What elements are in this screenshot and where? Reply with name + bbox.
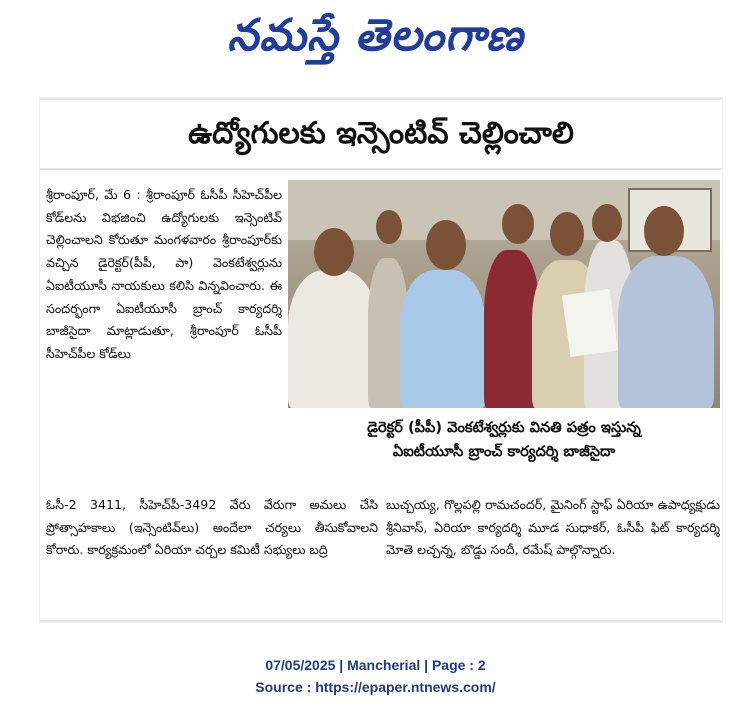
news-clipping bbox=[40, 98, 722, 622]
photo-person-head bbox=[376, 210, 402, 244]
caption-line-1: డైరెక్టర్ (పీపీ) వెంకటేశ్వర్లుకు వినతి పత్రం ఇస్తున్న bbox=[367, 419, 641, 436]
article-body-bottom-right: బుచ్చయ్య, గొల్లపల్లి రామచందర్, మైనింగ్ స్టాఫ్ ఏరియా ఉపాధ్యక్షుడు శ్రీనివాస్, ఏరియా కార్యదర్శి మూడ సుధాకర్, ఓసీపీ ఫిట్ కార్యదర్శి మోతె లచ్చన్న, బొడ్డు సందీ, రమేష్ పాల్గొన్నారు. bbox=[386, 497, 720, 558]
photo-person-head bbox=[592, 204, 622, 242]
photo-person bbox=[288, 270, 378, 408]
top-rule bbox=[40, 98, 722, 100]
footer-source: Source : https://epaper.ntnews.com/ bbox=[255, 679, 496, 695]
photo-person-head bbox=[426, 220, 466, 270]
photo-person-head bbox=[550, 212, 584, 256]
footer-date-page: 07/05/2025 | Mancherial | Page : 2 bbox=[265, 657, 486, 673]
article-body-bottom-left: ఓసీ-2 3411, సీహెచ్‌పీ-3492 వేరు వేరుగా అమలు చేసి ప్రోత్సాహకాలు (ఇన్సెంటివ్‌లు) అందేలా చర్యలు తీసుకోవాలని కోరారు. కార్యక్రమంలో ఏరియా చర్చల కమిటీ సభ్యులు బద్రి bbox=[46, 497, 378, 558]
clipping-footer bbox=[0, 654, 751, 698]
photo-person-head bbox=[502, 204, 534, 244]
masthead-logo: నమస్తే తెలంగాణ bbox=[227, 10, 524, 61]
photo-caption bbox=[288, 416, 720, 464]
article-headline: ఉద్యోగులకు ఇన్సెంటివ్ చెల్లించాలి bbox=[188, 116, 574, 151]
photo-person bbox=[618, 256, 714, 408]
photo-person-head bbox=[314, 228, 354, 276]
caption-line-2: ఏఐటీయూసీ బ్రాంచ్ కార్యదర్శి బాజీసైదా bbox=[392, 443, 616, 460]
article-body-left: శ్రీరాంపూర్, మే 6 : శ్రీరాంపూర్ ఓసీపీ సీహెచ్‌పీల కోడ్‌లను విభజించి ఉద్యోగులకు ఇన్సెంటివ్ చెల్లించాలని కోరుతూ మంగళవారం శ్రీరాంపూర్‌కు వచ్చిన డైరెక్టర్(పీపీ, పా) వెంకటేశ్వర్లును ఏఐటీయూసీ నాయకులు కలిసి విన్నవించారు. ఈ సందర్భంగా ఏఐటీయూసీ బ్రాంచ్ కార్యదర్శి బాజీసైదా మాట్లాడుతూ, శ్రీరాంపూర్ ఓసీపీ సీహెచ్‌పీల కోడ్‌లు bbox=[46, 187, 282, 361]
headline-rule bbox=[40, 168, 722, 170]
photo-person bbox=[400, 270, 486, 408]
memorandum-paper bbox=[562, 289, 618, 357]
news-photo bbox=[288, 180, 720, 408]
photo-person-head bbox=[644, 206, 684, 256]
bottom-rule bbox=[40, 620, 722, 622]
